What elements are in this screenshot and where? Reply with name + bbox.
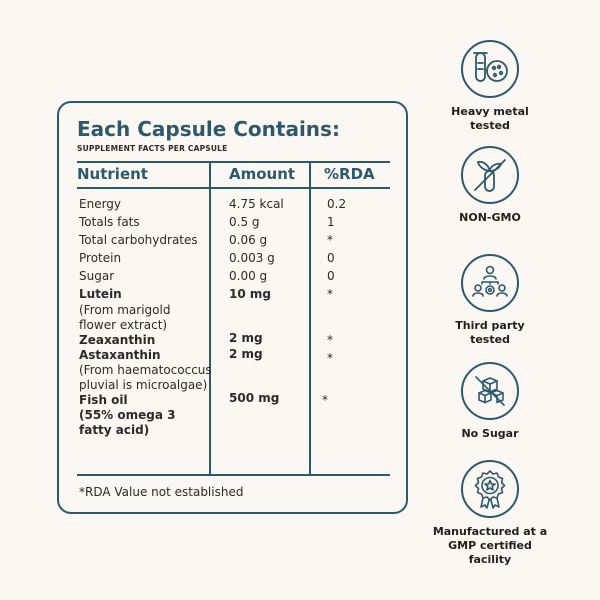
amount-cell: 10 mg xyxy=(229,287,271,301)
badge-label: No Sugar xyxy=(461,427,519,440)
rda-cell: 1 xyxy=(327,215,335,229)
nutrient-cell: Energy xyxy=(79,197,122,211)
card-title: Each Capsule Contains: xyxy=(77,117,340,141)
header-bottom-rule xyxy=(77,187,390,189)
amount-cell: 0.5 g xyxy=(229,215,260,229)
badge-gmp xyxy=(430,460,550,567)
test-tube-petri-icon xyxy=(461,40,519,98)
nutrient-note: (55% omega 3 xyxy=(79,408,176,422)
badge-no-sugar xyxy=(430,362,550,441)
header-nutrient: Nutrient xyxy=(77,165,148,183)
column-divider-1 xyxy=(209,161,211,474)
badge-label: Manufactured at a GMP certified facility xyxy=(432,525,548,566)
table-bottom-rule xyxy=(77,474,390,476)
amount-cell: 500 mg xyxy=(229,391,280,405)
nutrient-cell: Zeaxanthin xyxy=(79,333,156,347)
nutrient-cell: Sugar xyxy=(79,269,115,283)
nutrient-note: fatty acid) xyxy=(79,423,150,437)
amount-cell: 4.75 kcal xyxy=(229,197,284,211)
header-rda: %RDA xyxy=(324,165,375,183)
nutrient-note: pluvial is microalgae) xyxy=(79,378,208,392)
supplement-facts-card xyxy=(57,101,408,514)
nutrient-cell: Total carbohydrates xyxy=(79,233,198,247)
nutrient-cell: Lutein xyxy=(79,287,122,301)
rda-cell: * xyxy=(327,233,333,247)
badge-label: Heavy metal tested xyxy=(451,105,529,132)
nutrient-note: (From haematococcus xyxy=(79,363,212,377)
rda-cell: * xyxy=(322,393,328,407)
rda-cell: * xyxy=(327,333,333,347)
header-top-rule xyxy=(77,161,390,163)
nutrient-cell: Totals fats xyxy=(79,215,140,229)
rda-cell: 0 xyxy=(327,251,335,265)
crossed-cubes-icon xyxy=(461,362,519,420)
amount-cell: 0.00 g xyxy=(229,269,268,283)
badge-label: Third party tested xyxy=(455,319,525,346)
card-subtitle: SUPPLEMENT FACTS PER CAPSULE xyxy=(77,144,228,153)
nutrient-note: (From marigold xyxy=(79,303,171,317)
badge-label: NON-GMO xyxy=(459,211,521,224)
nutrient-cell: Fish oil xyxy=(79,393,128,407)
header-amount: Amount xyxy=(229,165,296,183)
nutrient-note: flower extract) xyxy=(79,318,168,332)
rda-cell: 0.2 xyxy=(327,197,347,211)
badge-heavy-metal xyxy=(430,40,550,133)
nutrient-cell: Astaxanthin xyxy=(79,348,161,362)
certified-seal-icon xyxy=(461,460,519,518)
badge-third-party xyxy=(430,254,550,347)
amount-cell: 0.06 g xyxy=(229,233,268,247)
amount-cell: 0.003 g xyxy=(229,251,275,265)
rda-footnote: *RDA Value not established xyxy=(79,485,244,499)
crossed-leaf-tube-icon xyxy=(461,146,519,204)
rda-cell: 0 xyxy=(327,269,335,283)
amount-cell: 2 mg xyxy=(229,331,263,345)
badge-non-gmo xyxy=(430,146,550,225)
amount-cell: 2 mg xyxy=(229,347,263,361)
team-gear-icon xyxy=(461,254,519,312)
nutrient-cell: Protein xyxy=(79,251,122,265)
rda-cell: * xyxy=(327,351,333,365)
rda-cell: * xyxy=(327,287,333,301)
column-divider-2 xyxy=(309,161,311,474)
